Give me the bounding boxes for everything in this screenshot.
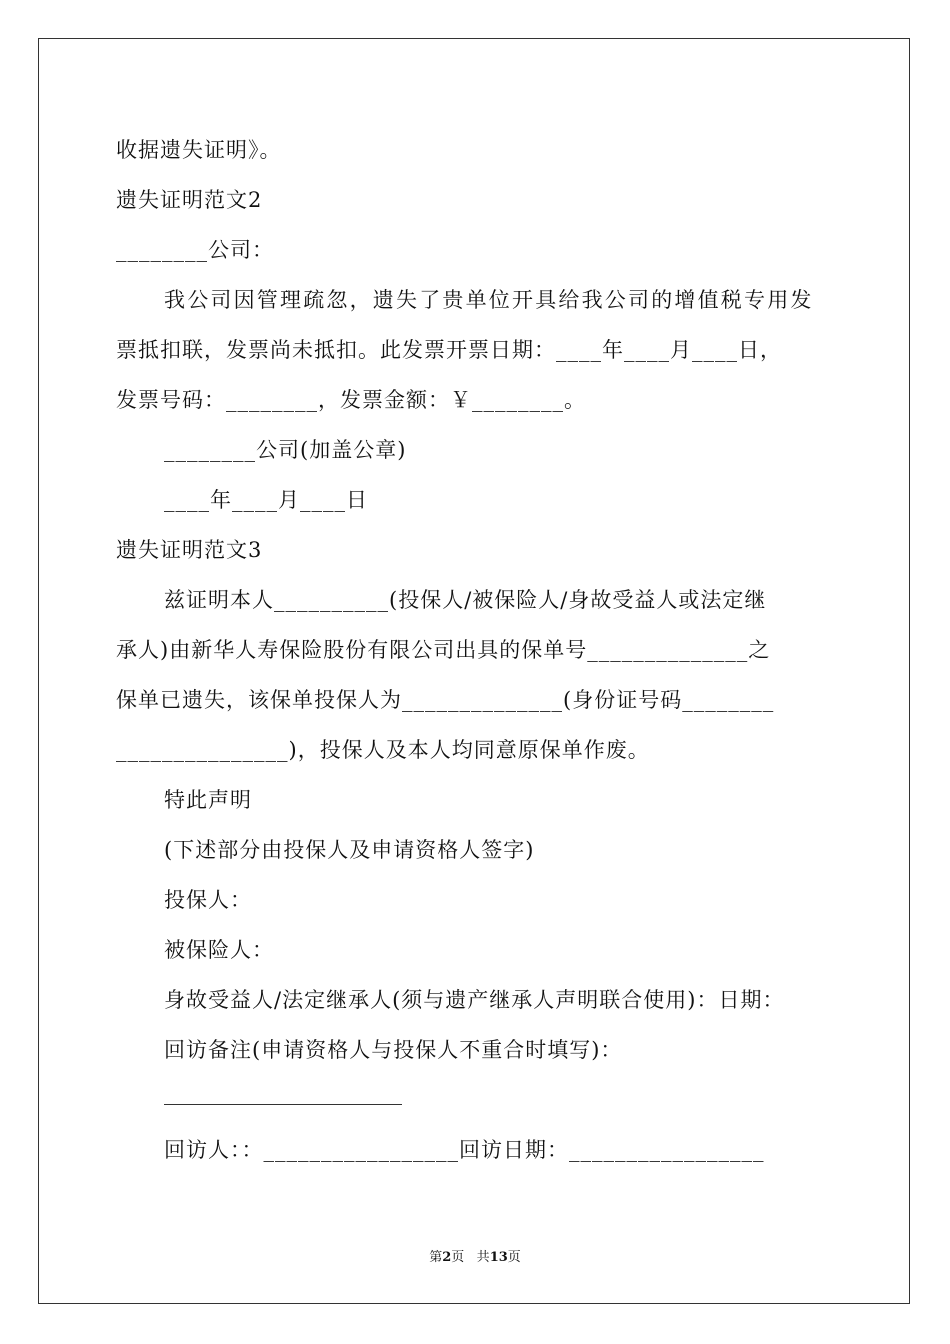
text-line-date: ____年____月____日 [164, 488, 368, 512]
footer-page-number: 2 [442, 1250, 452, 1265]
text-line-insured: 被保险人： [164, 938, 274, 962]
signature-rule [164, 1104, 402, 1105]
text-line-declaration: 特此声明 [164, 788, 252, 812]
text-line-body-3: 发票号码：________，发票金额：￥________。 [116, 388, 586, 412]
section-heading-3: 遗失证明范文3 [116, 538, 263, 562]
text-line-cert-4: _______________)，投保人及本人均同意原保单作废。 [116, 738, 650, 762]
footer-total-pages: 13 [489, 1250, 508, 1265]
text-line-body-2: 票抵扣联，发票尚未抵扣。此发票开票日期：____年____月____日， [116, 338, 782, 362]
text-line-addressee: ________公司： [116, 238, 274, 262]
text-line-signature-note: (下述部分由投保人及申请资格人签字) [164, 838, 535, 862]
text-line-body-1: 我公司因管理疏忽，遗失了贵单位开具给我公司的增值税专用发 [164, 288, 814, 312]
text-line-cert-1: 兹证明本人__________(投保人/被保险人/身故受益人或法定继 [164, 588, 767, 612]
footer-page-prefix: 第 [429, 1250, 443, 1265]
text-line-seal: ________公司(加盖公章) [164, 438, 407, 462]
section-heading-2: 遗失证明范文2 [116, 188, 263, 212]
text-line-beneficiary: 身故受益人/法定继承人(须与遗产继承人声明联合使用)：日期： [164, 988, 785, 1012]
text-line-1: 收据遗失证明》。 [116, 138, 282, 162]
text-line-visit-note: 回访备注(申请资格人与投保人不重合时填写)： [164, 1038, 623, 1062]
text-line-policyholder: 投保人： [164, 888, 252, 912]
text-line-cert-2: 承人)由新华人寿保险股份有限公司出具的保单号______________之 [116, 638, 771, 662]
footer-total-suffix: 页 [507, 1250, 521, 1265]
page-footer [0, 1246, 950, 1265]
text-line-cert-3: 保单已遗失，该保单投保人为______________(身份证号码________ [116, 688, 775, 712]
footer-page-suffix: 页 [451, 1250, 465, 1265]
footer-total-prefix: 共 [476, 1250, 490, 1265]
text-line-visit: 回访人：：_________________回访日期：_________________ [164, 1138, 765, 1162]
page-frame [38, 38, 910, 1304]
